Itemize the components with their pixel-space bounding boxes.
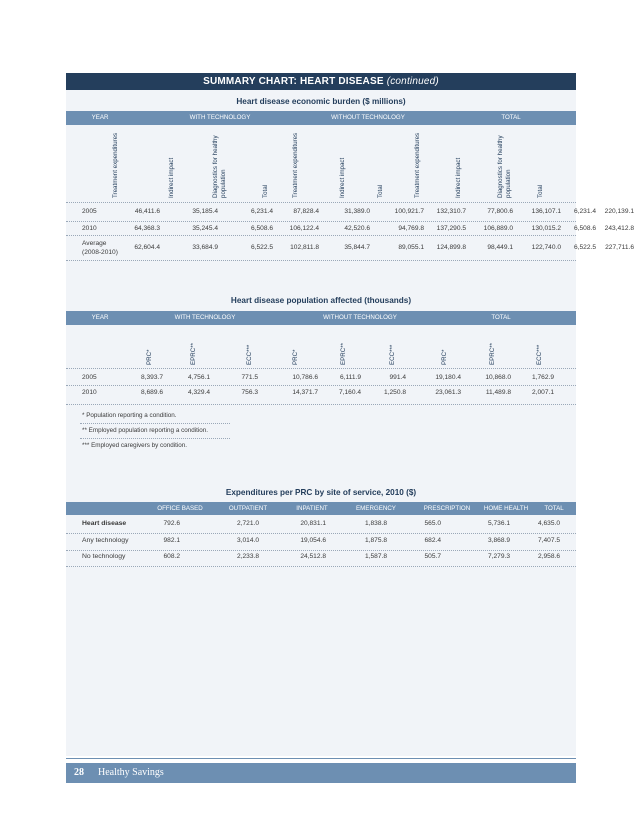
- table3-row-label: Heart disease: [82, 520, 127, 527]
- table1-group-without: WITHOUT TECHNOLOGY: [331, 114, 405, 121]
- table3-title: Expenditures per PRC by site of service, 2010 ($): [225, 488, 417, 497]
- table3-cell: 7,279.3: [488, 553, 510, 560]
- table1-cell: 35,185.4: [192, 208, 218, 215]
- table1-col-label: Indirect impact: [339, 157, 346, 198]
- note-divider-1: [80, 423, 230, 424]
- table2-cell: 7,160.4: [339, 389, 361, 396]
- table2-title: Heart disease population affected (thousands): [230, 296, 412, 305]
- table2-col-label: ECC***: [246, 344, 253, 365]
- table1-cell: 6,508.6: [574, 225, 596, 232]
- table1-cell: 6,522.5: [574, 244, 596, 251]
- table1-cell: 35,844.7: [344, 244, 370, 251]
- table2-col-label: PRC*: [292, 349, 299, 365]
- table2-col-label: EPRC**: [340, 342, 347, 365]
- footer-title: Healthy Savings: [98, 767, 164, 778]
- table3-row-label: Any technology: [82, 537, 129, 544]
- table3-cell: 19,054.6: [300, 537, 326, 544]
- table1-cell: 64,368.3: [134, 225, 160, 232]
- table1-cell: 220,139.1: [604, 208, 634, 215]
- table1-cell: 98,449.1: [487, 244, 513, 251]
- table3-header-emergency: EMERGENCY: [356, 505, 396, 512]
- table1-row-year-sub: (2008-2010): [82, 249, 118, 256]
- table1-title: Heart disease economic burden ($ millions): [236, 97, 406, 106]
- table2-group-total: TOTAL: [491, 314, 511, 321]
- table1-row-divider: [66, 221, 576, 222]
- table1-cell: 136,107.1: [531, 208, 561, 215]
- table1-cell: 77,800.6: [487, 208, 513, 215]
- table3-row-divider: [66, 533, 576, 534]
- table3-cell: 7,407.5: [538, 537, 560, 544]
- table3-header-office: OFFICE BASED: [157, 505, 203, 512]
- table2-cell: 1,762.9: [532, 374, 554, 381]
- table3-cell: 2,233.8: [237, 553, 259, 560]
- table3-header-prescription: PRESCRIPTION: [423, 505, 471, 512]
- table3-cell: 792.6: [163, 520, 180, 527]
- table2-cell: 4,329.4: [188, 389, 210, 396]
- table1-group-header: [66, 111, 576, 125]
- table3-cell: 682.4: [424, 537, 441, 544]
- table3-cell: 2,958.6: [538, 553, 560, 560]
- table2-col-label: ECC***: [389, 344, 396, 365]
- table2-col-label: PRC*: [146, 349, 153, 365]
- table1-group-year: YEAR: [91, 114, 109, 121]
- table3-cell: 20,831.1: [300, 520, 326, 527]
- table1-divider: [66, 202, 576, 203]
- table1-row-year: Average: [82, 240, 107, 247]
- table1-group-with: WITH TECHNOLOGY: [189, 114, 251, 121]
- table2-cell: 2,007.1: [532, 389, 554, 396]
- table2-cell: 8,393.7: [141, 374, 163, 381]
- table1-col-label: Total: [262, 184, 269, 198]
- table2-col-label: EPRC**: [190, 342, 197, 365]
- table1-col-label: Treatment expenditures: [414, 132, 421, 198]
- table2-note-1: * Population reporting a condition.: [82, 412, 177, 419]
- table2-row-divider: [66, 385, 576, 386]
- table1-cell: 42,520.6: [344, 225, 370, 232]
- table3-row-divider: [66, 550, 576, 551]
- table1-row-divider: [66, 235, 576, 236]
- table1-cell: 46,411.6: [134, 208, 160, 215]
- table2-note-2: ** Employed population reporting a condition.: [82, 427, 209, 434]
- footer-bar: [66, 763, 576, 783]
- table1-cell: 102,811.8: [290, 244, 319, 251]
- table1-cell: 6,231.4: [251, 208, 273, 215]
- table1-cell: 94,769.8: [398, 225, 424, 232]
- table1-cell: 130,015.2: [531, 225, 561, 232]
- table1-col-label: Indirect impact: [455, 157, 462, 198]
- table3-cell: 1,838.8: [365, 520, 387, 527]
- table1-cell: 106,122.4: [289, 225, 319, 232]
- table2-cell: 23,061.3: [435, 389, 461, 396]
- page-title-main: SUMMARY CHART: HEART DISEASE: [203, 76, 384, 87]
- page-number: 28: [74, 767, 84, 778]
- table3-cell: 608.2: [163, 553, 180, 560]
- table2-cell: 6,111.9: [339, 374, 361, 381]
- table3-header-inpatient: INPATIENT: [296, 505, 328, 512]
- table3-cell: 1,875.8: [365, 537, 387, 544]
- table3-cell: 3,868.9: [488, 537, 510, 544]
- table2-group-year: YEAR: [91, 314, 109, 321]
- table2-cell: 10,868.0: [485, 374, 511, 381]
- table3-cell: 505.7: [424, 553, 441, 560]
- table1-col-label: Total: [377, 184, 384, 198]
- footer-rule: [66, 758, 576, 759]
- table1-col-label: Treatment expenditures: [112, 132, 119, 198]
- page-title-suffix: (continued): [386, 76, 439, 87]
- table1-cell: 100,921.7: [394, 208, 424, 215]
- table1-cell: 6,522.5: [251, 244, 273, 251]
- table2-bottom-divider: [66, 404, 576, 405]
- table1-group-total: TOTAL: [501, 114, 521, 121]
- table1-col-label: Diagnostics for healthy population: [497, 135, 512, 198]
- table1-col-label: Treatment expenditures: [292, 132, 299, 198]
- table1-row-year: 2005: [82, 208, 97, 215]
- table1-cell: 87,828.4: [293, 208, 319, 215]
- table1-cell: 132,310.7: [436, 208, 466, 215]
- table2-cell: 771.5: [241, 374, 258, 381]
- table1-cell: 89,055.1: [398, 244, 424, 251]
- table1-cell: 33,684.9: [192, 244, 218, 251]
- table2-cell: 8,689.6: [141, 389, 163, 396]
- table1-cell: 106,889.0: [483, 225, 513, 232]
- table1-bottom-divider: [66, 260, 576, 261]
- table2-cell: 14,371.7: [292, 389, 318, 396]
- table2-cell: 19,180.4: [435, 374, 461, 381]
- table1-cell: 6,508.6: [251, 225, 273, 232]
- table3-header: [66, 502, 576, 515]
- table3-cell: 4,635.0: [538, 520, 560, 527]
- table3-cell: 982.1: [163, 537, 180, 544]
- table1-cell: 137,290.5: [436, 225, 466, 232]
- table2-note-3: *** Employed caregivers by condition.: [82, 442, 188, 449]
- table2-row-year: 2010: [82, 389, 97, 396]
- table2-cell: 991.4: [389, 374, 406, 381]
- table3-cell: 565.0: [424, 520, 441, 527]
- table1-row-year: 2010: [82, 225, 97, 232]
- table2-cell: 756.3: [241, 389, 258, 396]
- table2-cell: 4,756.1: [188, 374, 210, 381]
- table1-cell: 6,231.4: [574, 208, 596, 215]
- table1-cell: 243,412.8: [604, 225, 634, 232]
- table1-col-label: Total: [537, 184, 544, 198]
- table3-header-homehealth: HOME HEALTH: [483, 505, 529, 512]
- table3-cell: 24,512.8: [300, 553, 326, 560]
- table1-cell: 35,245.4: [192, 225, 218, 232]
- table2-group-with: WITH TECHNOLOGY: [174, 314, 236, 321]
- table1-cell: 122,740.0: [531, 244, 561, 251]
- table3-header-total: TOTAL: [544, 505, 564, 512]
- table3-cell: 1,587.8: [365, 553, 387, 560]
- table1-cell: 31,389.0: [344, 208, 370, 215]
- table2-group-header: [66, 311, 576, 325]
- table2-col-label: ECC***: [536, 344, 543, 365]
- table3-cell: 5,736.1: [488, 520, 510, 527]
- table3-row-label: No technology: [82, 553, 126, 560]
- table2-cell: 1,250.8: [384, 389, 406, 396]
- table1-cell: 227,711.6: [605, 244, 634, 251]
- table1-col-label: Diagnostics for healthy population: [212, 135, 227, 198]
- table1-cell: 62,604.4: [134, 244, 160, 251]
- table2-col-label: PRC*: [441, 349, 448, 365]
- table1-cell: 124,899.8: [436, 244, 466, 251]
- table3-cell: 2,721.0: [237, 520, 259, 527]
- table2-cell: 11,489.8: [485, 389, 511, 396]
- table2-group-without: WITHOUT TECHNOLOGY: [323, 314, 397, 321]
- table1-col-label: Indirect impact: [168, 157, 175, 198]
- page-title: [66, 73, 576, 90]
- table3-header-outpatient: OUTPATIENT: [228, 505, 268, 512]
- note-divider-2: [80, 438, 230, 439]
- table2-col-label: EPRC**: [489, 342, 496, 365]
- table2-row-year: 2005: [82, 374, 97, 381]
- table2-divider: [66, 368, 576, 369]
- table2-cell: 10,786.6: [292, 374, 318, 381]
- table3-cell: 3,014.0: [237, 537, 259, 544]
- table3-row-divider: [66, 566, 576, 567]
